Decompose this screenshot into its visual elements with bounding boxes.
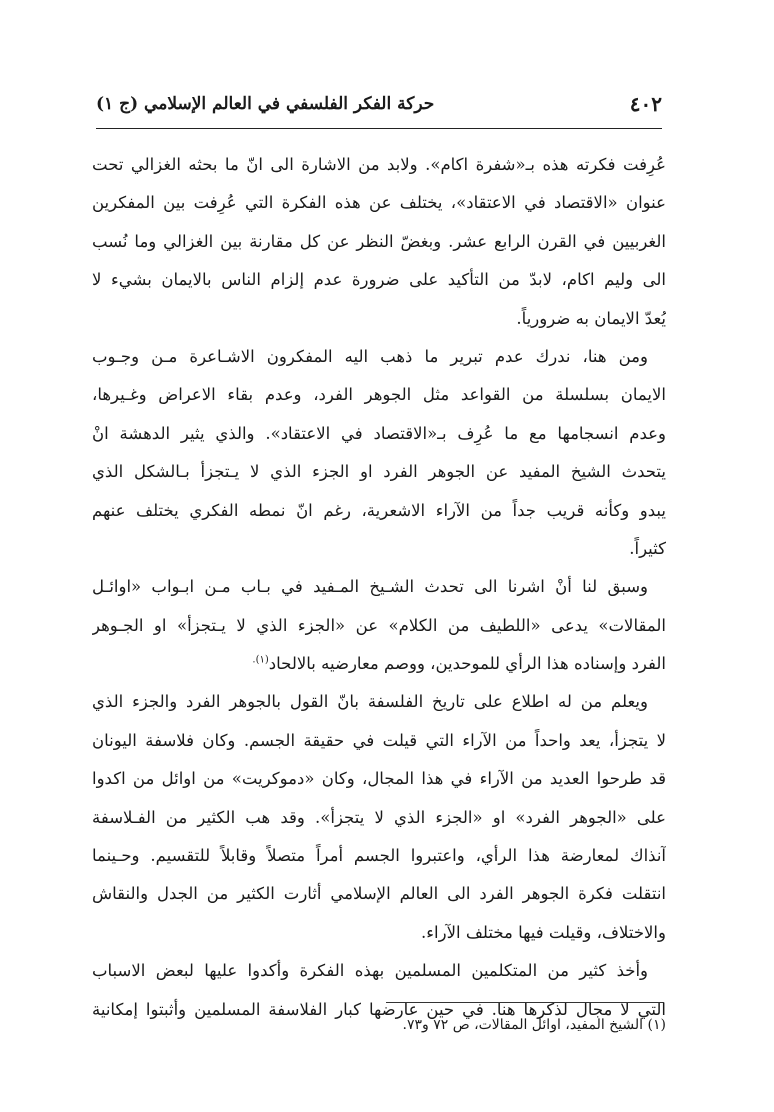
text-line: وسبق لنا أنْ اشرنا الى تحدث الشـيخ المـفيد في بـاب مـن ابـواب «اوائـل (92, 577, 648, 597)
footnote-reference[interactable]: (١). (252, 654, 269, 666)
text-line: آنذاك لمعارضة هذا الرأي، واعتبروا الجسم أمراً متصلاً وقابلاً للتقسيم. وحـينما (92, 846, 666, 866)
running-title: حركة الفكر الفلسفي في العالم الإسلامي (ج ١) (96, 94, 435, 114)
text-line: لا يتجزأ، يعد واحداً من الآراء التي قيلت في حقيقة الجسم. وكان فلاسفة اليونان (92, 730, 666, 750)
text-line: ومن هنا، ندرك عدم تبرير ما ذهب اليه المفكرون الاشـاعرة مـن وجـوب (92, 346, 648, 366)
text-line: الايمان بسلسلة من القواعد مثل الجوهر الفرد، وعدم بقاء الاعراض وغـيرها، (92, 385, 666, 405)
text-line: والاختلاف، وقيلت فيها مختلف الآراء. (421, 922, 666, 942)
text-line: الغربيين في القرن الرابع عشر. وبغضّ النظر عن كل مقارنة بين الغزالي وما نُسب (92, 231, 666, 251)
text-line: الى وليم اكام، لابدّ من التأكيد على ضرورة عدم إلزام الناس بالايمان بشيء لا (92, 270, 666, 290)
page-number: ٤٠٢ (629, 92, 662, 116)
text-line: التي لا مجال لذكرها هنا. في حين عارضها كبار الفلاسفة المسلمين وأثبتوا إمكانية (92, 999, 666, 1019)
text-line: المقالات» يدعى «اللطيف من الكلام» عن «الجزء الذي لا يـتجزأ» او الجـوهر (92, 615, 666, 635)
text-line: وأخذ كثير من المتكلمين المسلمين بهذه الفكرة وأكدوا عليها لبعض الاسباب (92, 961, 648, 981)
text-line: ويعلم من له اطلاع على تاريخ الفلسفة بانّ القول بالجوهر الفرد والجزء الذي (92, 692, 648, 712)
body-text (92, 146, 666, 1029)
text-line: عنوان «الاقتصاد في الاعتقاد»، يختلف عن هذه الفكرة التي عُرِفت بين المفكرين (92, 193, 666, 213)
text-line: قد طرحوا العديد من الآراء في هذا المجال، وكان «دموكريت» من اوائل من اكدوا (92, 769, 666, 789)
text-line: كثيراً. (629, 538, 666, 558)
text-line (92, 645, 666, 683)
text-line: عُرِفت فكرته هذه بـ«شفرة اكام». ولابد من الاشارة الى انّ ما بحثه الغزالي تحت (92, 155, 666, 174)
text-line: على «الجوهر الفرد» او «الجزء الذي لا يتجزأ». وقد هب الكثير من الفـلاسفة (92, 807, 666, 827)
page-header (96, 88, 662, 129)
text-line: يتحدث الشيخ المفيد عن الجوهر الفرد او الجزء الذي لا يـتجزأ بـالشكل الذي (92, 462, 666, 482)
text-line: يبدو وكأنه قريب جداً من الآراء الاشعرية، رغم انّ نمطه الفكري يختلف عنهم (92, 500, 666, 520)
footnote-divider (386, 1002, 664, 1003)
text-line: يُعدّ الايمان به ضرورياً. (516, 308, 666, 328)
text-line-content: الفرد وإسناده هذا الرأي للموحدين، ووصم معارضيه بالالحاد (268, 654, 666, 674)
text-line: وعدم انسجامها مع ما عُرِف بـ«الاقتصاد في الاعتقاد». والذي يثير الدهشة انْ (92, 423, 666, 443)
footnote: (١) الشيخ المفيد، اوائل المقالات، ص ٧٢ و٧٣. (402, 1017, 666, 1033)
text-line: انتقلت فكرة الجوهر الفرد الى العالم الإسلامي أثارت الكثير من الجدل والنقاش (92, 884, 666, 904)
